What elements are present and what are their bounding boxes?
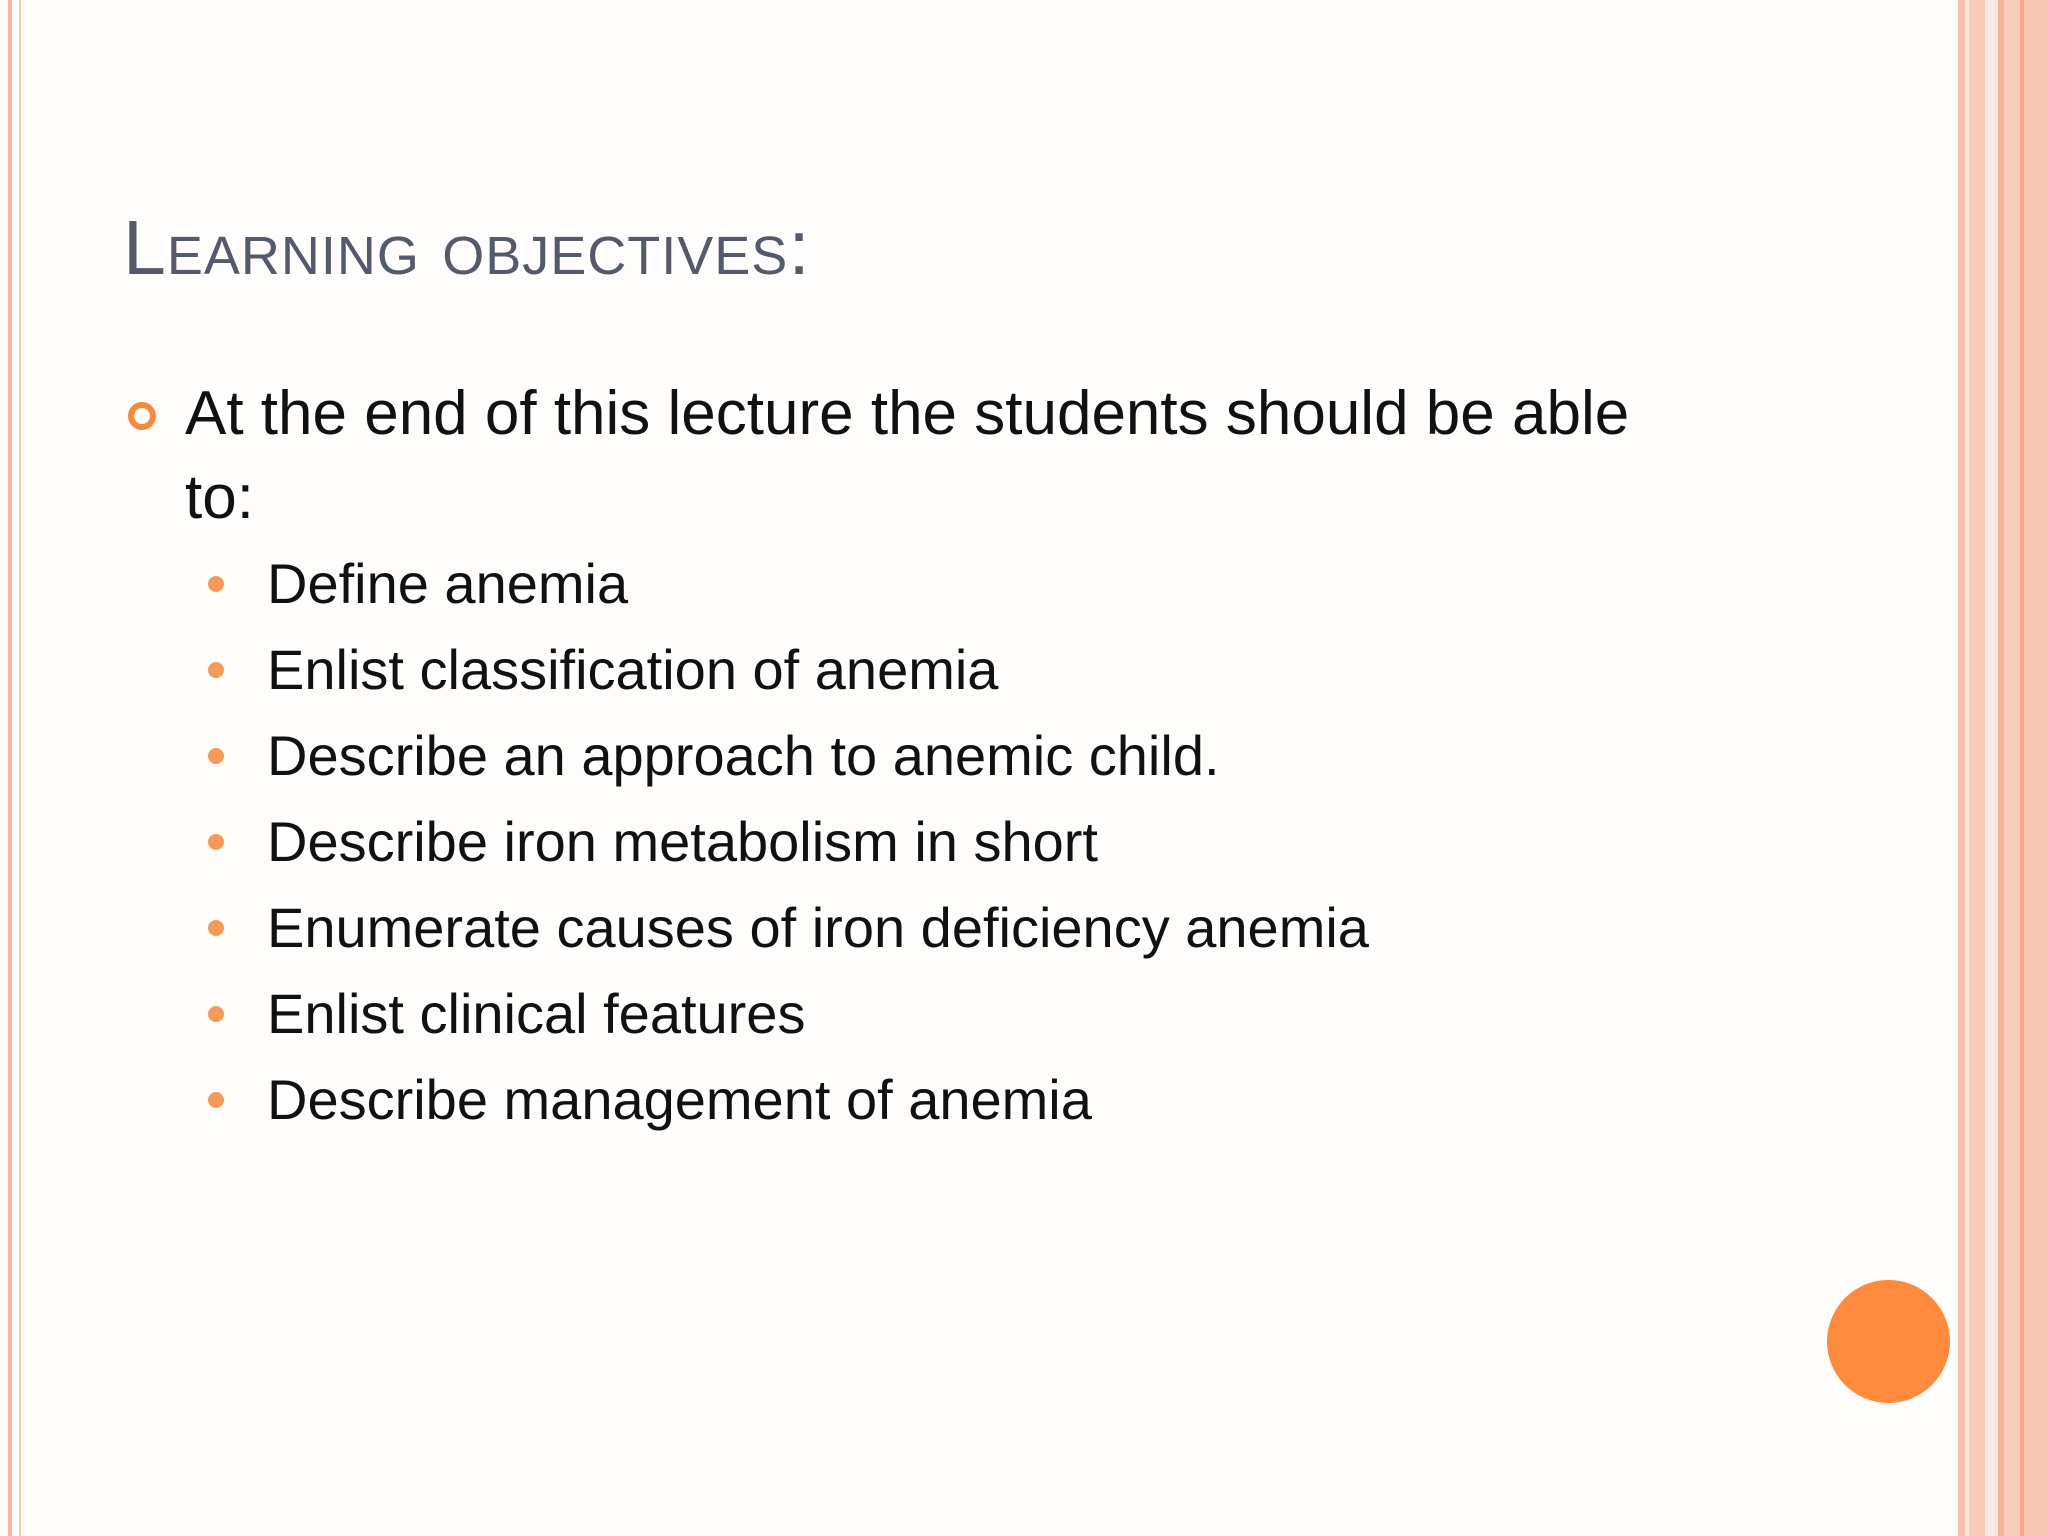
objective-text: Describe iron metabolism in short: [267, 810, 1098, 873]
objective-item: [208, 1064, 1369, 1150]
dot-bullet-icon: [208, 662, 224, 678]
objective-text: Describe an approach to anemic child.: [267, 724, 1220, 787]
left-border-line: [8, 0, 12, 1536]
objective-text: Enumerate causes of iron deficiency anemia: [267, 896, 1369, 959]
dot-bullet-icon: [208, 1006, 224, 1022]
dot-bullet-icon: [208, 920, 224, 936]
right-decorative-stripe: [1969, 0, 1985, 1536]
orange-circle-decoration: [1827, 1280, 1950, 1403]
dot-bullet-icon: [208, 1092, 224, 1108]
right-decorative-stripe: [1958, 0, 1965, 1536]
objective-item: [208, 548, 1369, 634]
slide-title: Learning objectives:: [123, 205, 811, 291]
dot-bullet-icon: [208, 834, 224, 850]
objective-text: Enlist classification of anemia: [267, 638, 999, 701]
objective-item: [208, 978, 1369, 1064]
right-decorative-stripe: [2004, 0, 2020, 1536]
lead-bullet-item: [124, 372, 1684, 540]
right-decorative-stripe: [1985, 0, 1998, 1536]
objective-text: Describe management of anemia: [267, 1068, 1092, 1131]
dot-bullet-icon: [208, 576, 224, 592]
objective-text: Enlist clinical features: [267, 982, 806, 1045]
objectives-list: [208, 548, 1369, 1150]
right-decorative-stripe: [2024, 0, 2048, 1536]
objective-item: [208, 892, 1369, 978]
objective-text: Define anemia: [267, 552, 629, 615]
lead-text: At the end of this lecture the students should be able to:: [185, 379, 1630, 532]
objective-item: [208, 634, 1369, 720]
dot-bullet-icon: [208, 748, 224, 764]
left-border-line-inner: [19, 0, 21, 1536]
objective-item: [208, 720, 1369, 806]
objective-item: [208, 806, 1369, 892]
hollow-circle-bullet-icon: [128, 402, 156, 430]
